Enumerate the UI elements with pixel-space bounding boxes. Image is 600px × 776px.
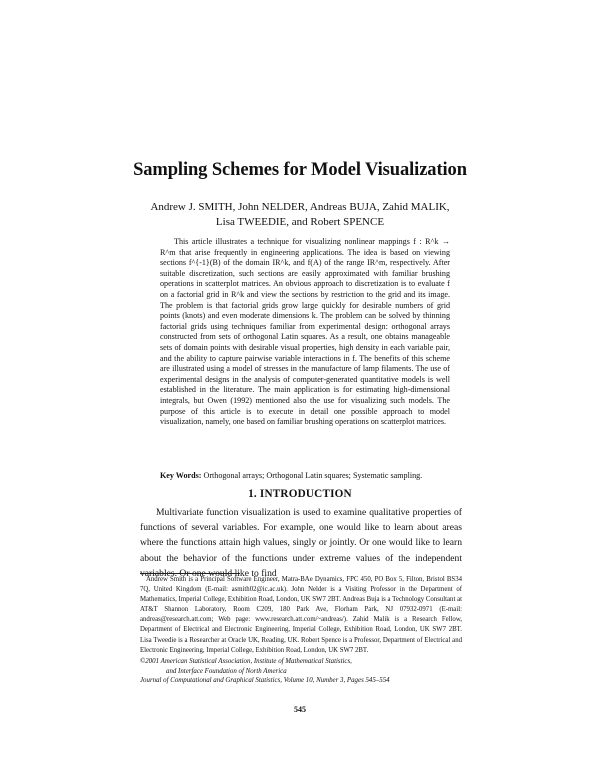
keywords-text: Orthogonal arrays; Orthogonal Latin squares; Systematic sampling. <box>203 471 423 480</box>
copyright-block <box>140 657 462 686</box>
introduction-text: Multivariate function visualization is used to examine qualitative properties of functions of several variables. For example, one would like to learn about areas where the functions attain high values, singly or jointly. Or one would like to learn about the behavior of the functions under extreme values of the independent variables. Or one would like to find <box>140 507 462 579</box>
authors-line-2: Lisa TWEEDIE, and Robert SPENCE <box>215 216 385 228</box>
keywords-block <box>160 470 450 481</box>
abstract <box>160 237 450 428</box>
abstract-text: This article illustrates a technique for visualizing nonlinear mappings f : R^k → R^m that arise frequently in engineering applications. The idea is based on viewing sections f^{-1}(B) of the domain IR^k, and f(A) of the range IR^m, respectively. After suitable discretization, such sections are easily approximated with familiar brushing operations in scatterplot matrices. An obvious approach to discretization is to evaluate f on a factorial grid in R^k and view the sections by restriction to the grid and its image. The problem is that factorial grids grow large quickly for desirable numbers of grid points (knots) and even moderate dimensions k. The problem can be solved by thinning factorial grids using techniques familiar from experimental design: orthogonal arrays constructed from sets of orthogonal Latin squares. As a result, one obtains manageable sets of domain points with desirable visual properties, high density in each variable pair, and the ability to capture pairwise variable interactions in f. The benefits of this scheme are illustrated using a model of stresses in the manufacture of lamp filaments. The use of experimental designs in the analysis of computer-generated quantitative models is well established in the literature. The main application is for estimating high-dimensional integrals, but Owen (1992) mentioned also the use for visualizing such models. The purpose of this article is to execute in detail one possible approach to model visualization, namely, one based on familiar brushing operations on scatterplot matrices. <box>160 237 450 427</box>
page-number: 545 <box>294 705 306 714</box>
introduction-body <box>140 505 462 581</box>
section-heading: 1. INTRODUCTION <box>248 488 352 500</box>
copyright-line-1: ©2001 American Statistical Association, Institute of Mathematical Statistics, <box>140 658 352 665</box>
paper-title: Sampling Schemes for Model Visualization <box>133 160 467 180</box>
authors-line-1: Andrew J. SMITH, John NELDER, Andreas BUJA, Zahid MALIK, <box>150 201 450 213</box>
footnote-rule <box>140 573 240 574</box>
author-footnote <box>140 575 462 656</box>
author-list <box>0 200 600 230</box>
author-footnote-text: Andrew Smith is a Principal Software Engineer, Matra-BAe Dynamics, FPC 450, PO Box 5, Filton, Bristol BS34 7Q, United Kingdom (E-mail: asmith02@ic.ac.uk). John Nelder is a Visiting Professor in the Department of Mathematics, Imperial College, Exhibition Road, London, UK SW7 2BT. Andreas Buja is a Technology Consultant at AT&T Shannon Laboratory, Room C209, 180 Park Ave, Florham Park, NJ 07932-0971 (E-mail: andreas@research.att.com; Web page: www.research.att.com/~andreas/). Zahid Malik is a Research Fellow, Department of Electrical and Electronic Engineering, Imperial College, Exhibition Road, London, UK SW7 2BT. Lisa Tweedie is a Researcher at Oracle UK, Reading, UK. Robert Spence is a Professor, Department of Electrical and Electronic Engineering, Imperial College, Exhibition Road, London, UK SW7 2BT. <box>140 576 462 654</box>
copyright-line-2: and Interface Foundation of North America <box>166 667 287 675</box>
journal-citation: Journal of Computational and Graphical Statistics, Volume 10, Number 3, Pages 545–554 <box>140 677 390 685</box>
keywords-label: Key Words: <box>160 471 202 480</box>
